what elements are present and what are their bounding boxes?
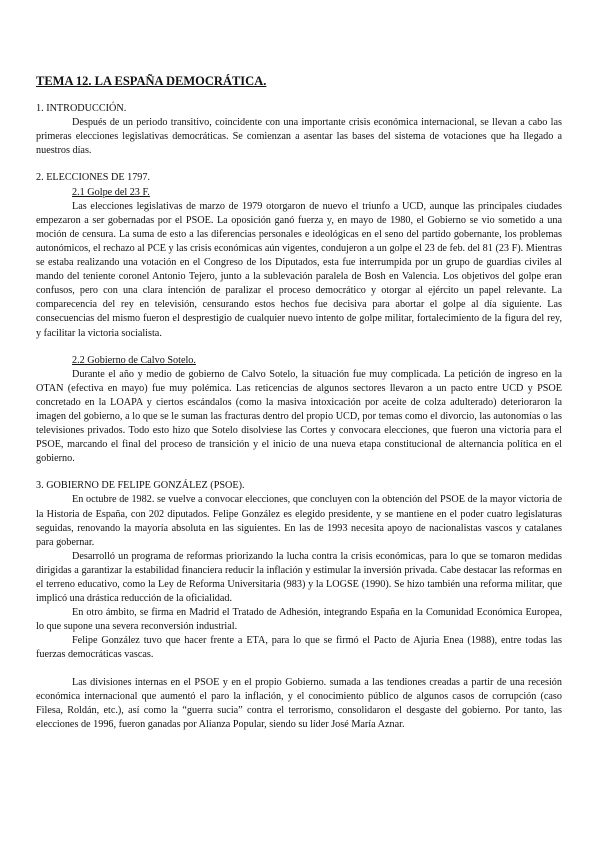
section-heading-felipe-gonzalez: 3. GOBIERNO DE FELIPE GONZÁLEZ (PSOE).: [36, 480, 245, 492]
section-heading-introduccion: 1. INTRODUCCIÓN.: [36, 103, 127, 115]
paragraph: Las elecciones legislativas de marzo de 1979 otorgaron de nuevo el triunfo a UCD, aunque las principales ciudades empezaron a ser gobernadas por el PSOE. La oposición ganó fuerza y, en mayo de 1980, el Gobierno se vio sometido a una moción de censura. La suma de esto a las diferencias personales e ideológicas en el seno del partido gobernante, los problemas autonómicos, el rechazo al PCE y las crisis económicas aún vigentes, condujeron a un golpe el 23 de feb. del 81 (23 F). Mientras se estaba realizando una votación en el Congreso de los Diputados, esta fue interrumpida por un grupo de guardias civiles al mando del teniente coronel Antonio Tejero, junto a la sublevación paralela de Bosh en Valencia. Los objetivos del golpe eran confusos, pero con una clara intención de paralizar el proceso democrático y otorgar al ejército un papel relevante. La comparecencia del rey en televisión, censurando estos hechos fue decisiva para abortar el golpe al día siguiente. Las consecuencias del mismo fueron el desprestigio de cualquier nuevo intento de golpe militar, fortalecimiento de la figura del rey, y facilitar la victoria socialista.: [36, 200, 562, 339]
subsection-heading-golpe: 2.1 Golpe del 23 F.: [72, 186, 150, 198]
paragraph: Felipe González tuvo que hacer frente a ETA, para lo que se firmó el Pacto de Ajuria Enea (1988), entre todas las fuerzas democráticas vascas.: [36, 635, 562, 661]
section-heading-elecciones: 2. ELECCIONES DE 1797.: [36, 172, 151, 184]
paragraph: Las divisiones internas en el PSOE y en el propio Gobierno. sumada a las tendiones creadas a partir de una recesión económica internacional que aumentó el paro la inflación, y el conocimiento público de algunos casos de corrupción (caso Filesa, Roldán, etc.), así como la “guerra sucia” contra el terrorismo, consolidaron el desgaste del gobierno. Por tanto, las elecciones de 1996, fueron ganadas por Alianza Popular, siendo su líder José María Aznar.: [36, 676, 562, 730]
paragraph: Después de un periodo transitivo, coincidente con una importante crisis económica internacional, se llevan a cabo las primeras elecciones legislativas democráticas. Se comienzan a asentar las bases del sistema de votaciones que ha llegado a nuestros días.: [36, 117, 562, 157]
paragraph: Desarrolló un programa de reformas priorizando la lucha contra la crisis económicas, para lo que se tomaron medidas dirigidas a garantizar la estabilidad financiera reducir la inflación y estimular la inversión privada. Cabe destacar las reformas en el terreno educativo, como la Ley de Reforma Universitaria (983) y la LOGSE (1990). Se hizo también una reforma militar, que implicó una drástica reducción de la oficialidad.: [36, 550, 562, 605]
document-title: TEMA 12. LA ESPAÑA DEMOCRÁTICA.: [36, 74, 267, 88]
paragraph: En octubre de 1982. se vuelve a convocar elecciones, que concluyen con la obtención del PSOE de la mayor victoria de la Historia de España, con 202 diputados. Felipe González es elegido presidente, y se mantiene en el poder cuatro legislaturas seguidas, renovando la mayoría absoluta en las siguientes. En las de 1993 necesita apoyo de nacionalistas vascos y catalanes para gobernar.: [36, 494, 562, 548]
paragraph: En otro ámbito, se firma en Madrid el Tratado de Adhesión, integrando España en la Comunidad Económica Europea, lo que supone una severa reconversión industrial.: [36, 607, 562, 633]
paragraph: Durante el año y medio de gobierno de Calvo Sotelo, la situación fue muy complicada. La petición de ingreso en la OTAN (efectiva en mayo) fue muy polémica. Las reticencias de algunos sectores llevaron a un pacto entre UCD y PSOE concretado en la LOAPA y ciertos escándalos (como la masiva intoxicación por aceite de colza adulterado) deterioraron la imagen del gobierno, a lo que se le suman las fracturas dentro del propio UCD, por temas como el divorcio, las autonomías o las televisiones privados. Todo esto hizo que Sotelo disolviese las Cortes y convocara elecciones, que fueron una victoria para el PSOE, marcando el final del proceso de transición y el inicio de una nueva etapa constitucional de alternancia política en el gobierno.: [36, 368, 562, 465]
document-page: [36, 74, 562, 732]
subsection-heading-calvo-sotelo: 2.2 Gobierno de Calvo Sotelo.: [72, 354, 196, 366]
